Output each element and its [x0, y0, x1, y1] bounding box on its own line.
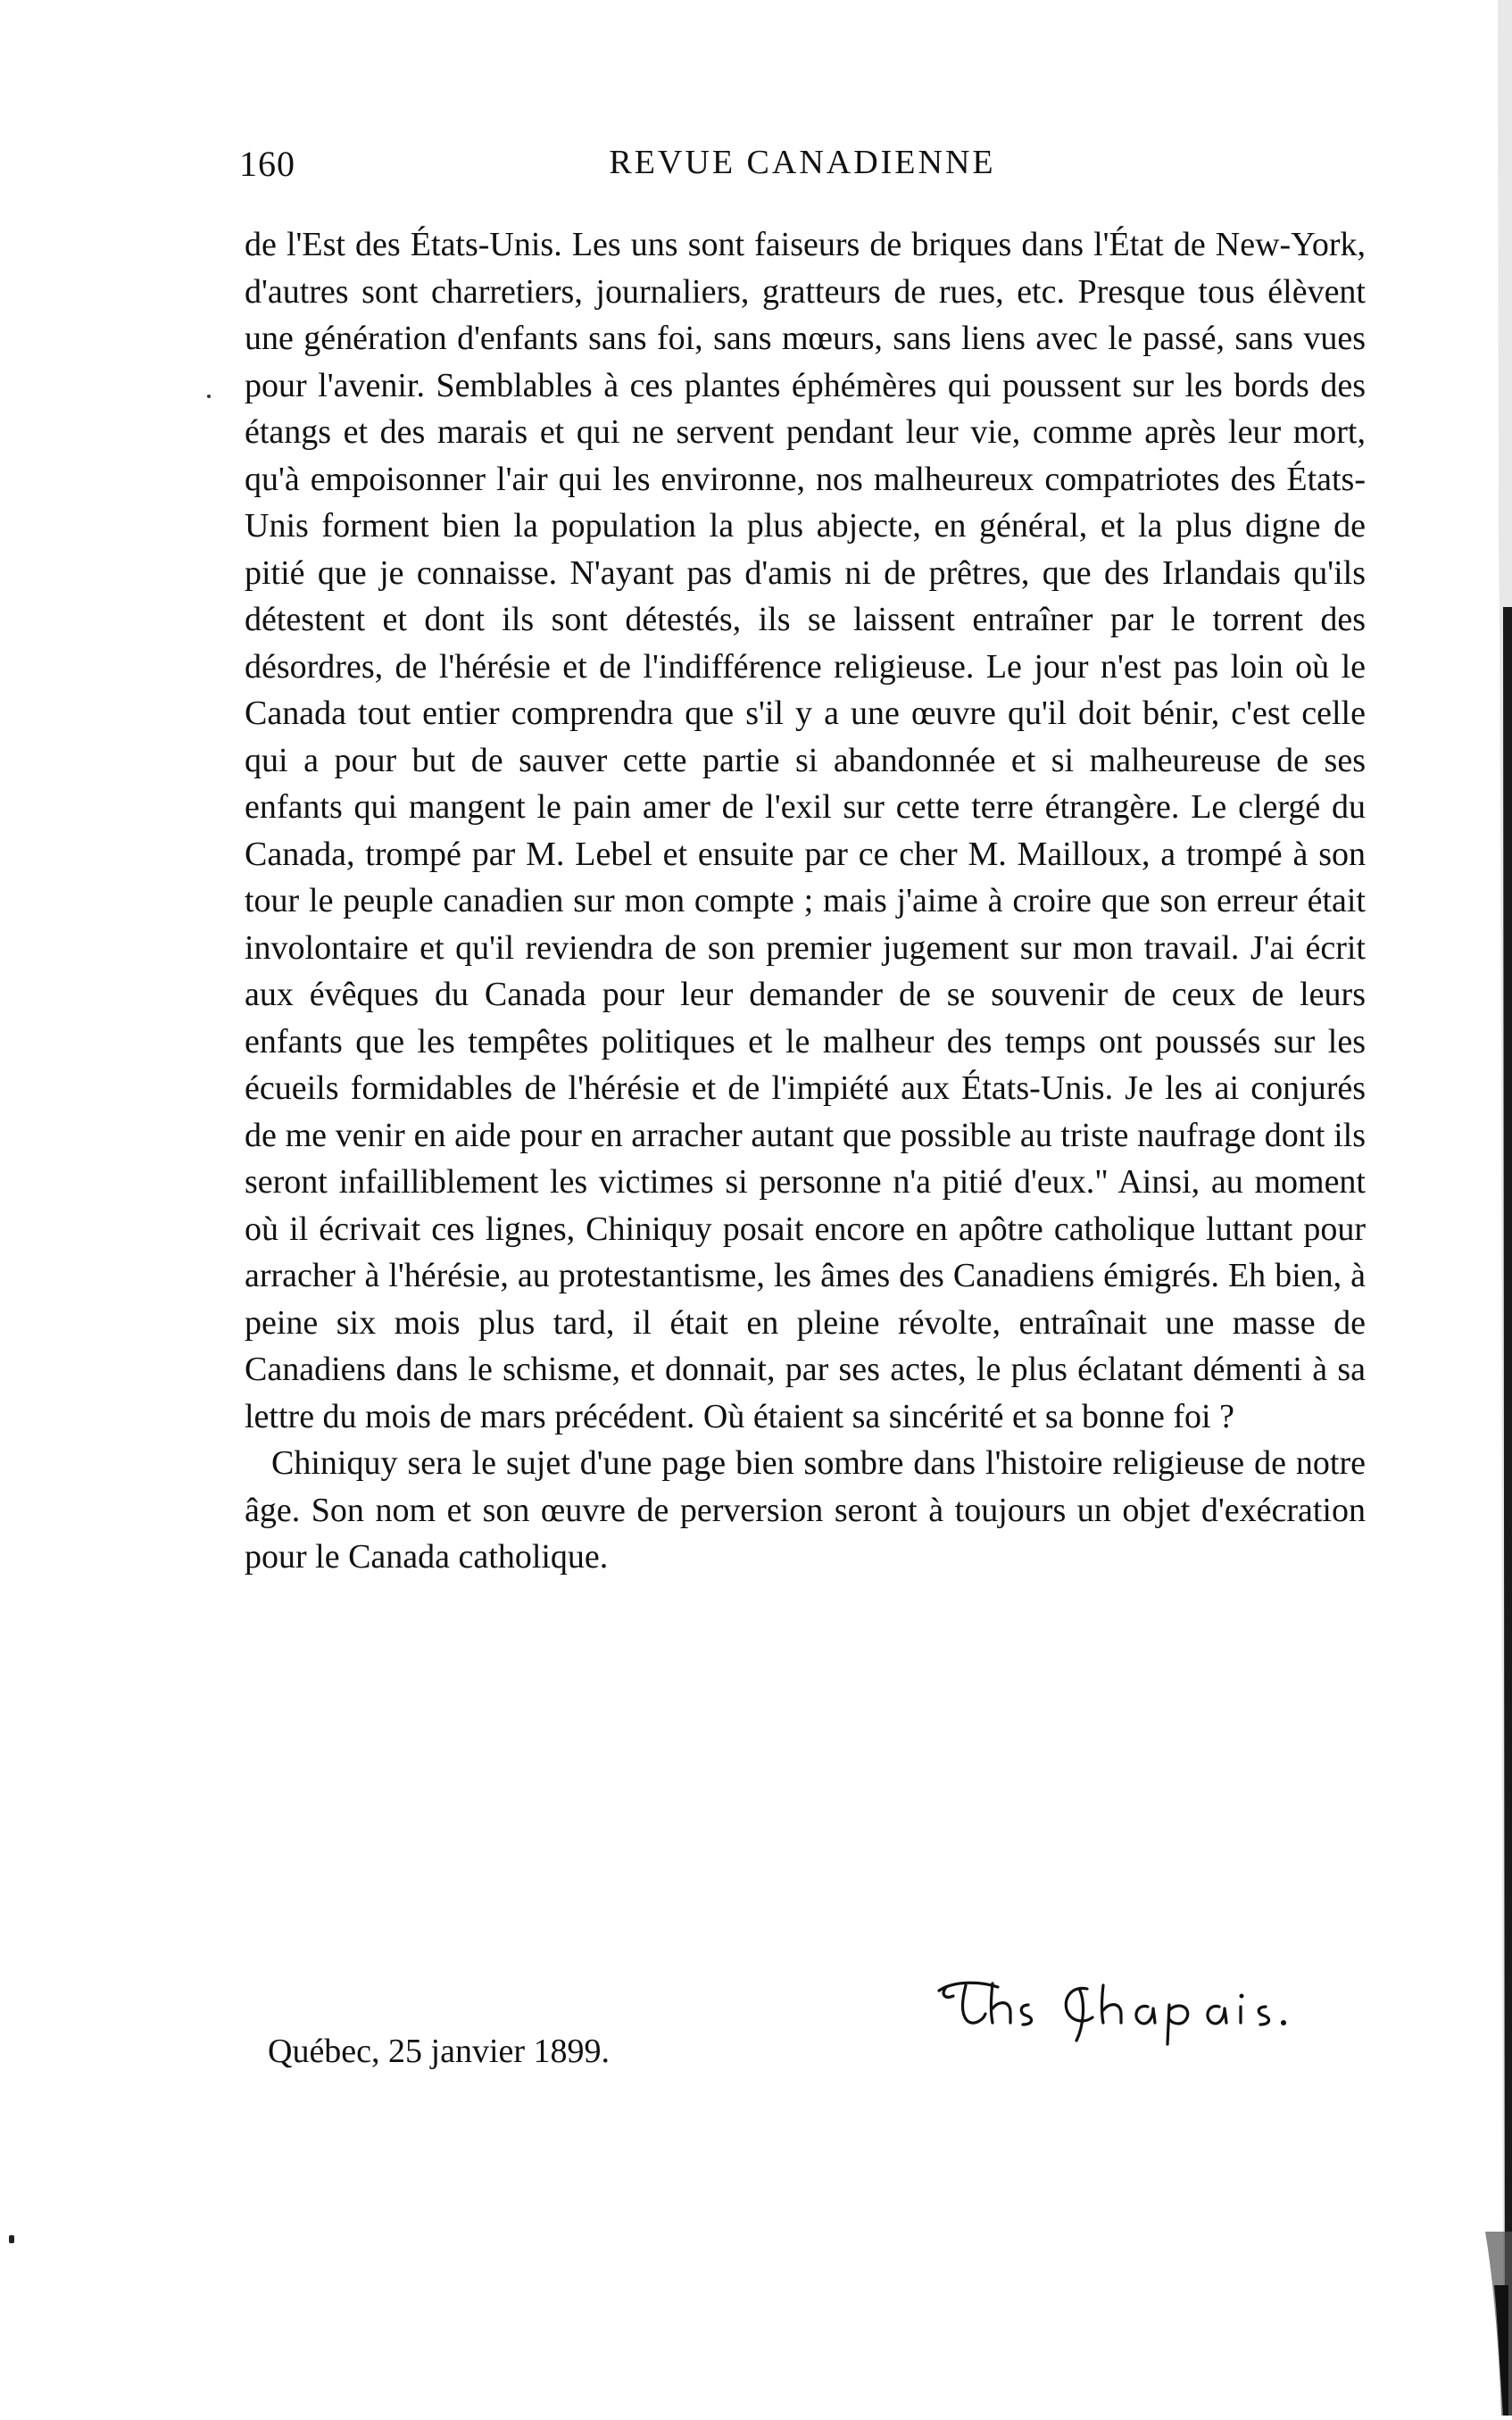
page-number: 160: [239, 144, 295, 184]
scan-edge-shadow: [1458, 0, 1512, 2416]
body-text: [245, 221, 1366, 1581]
scan-speck: [207, 395, 211, 398]
running-title: REVUE CANADIENNE: [609, 144, 996, 181]
paragraph: de l'Est des États-Unis. Les uns sont faiseurs de briques dans l'État de New-York, d'autres sont charretiers, journaliers, gratteurs de rues, etc. Presque tous élèvent une génération d'enfants sans foi, sans mœurs, sans liens avec le passé, sans vues pour l'avenir. Semblables à ces plantes éphémères qui poussent sur les bords des étangs et des marais et qui ne servent pendant leur vie, comme après leur mort, qu'à empoisonner l'air qui les environne, nos malheureux compatriotes des États-Unis forment bien la population la plus abjecte, en général, et la plus digne de pitié que je connaisse. N'ayant pas d'amis ni de prêtres, que des Irlandais qu'ils détestent et dont ils sont détestés, ils se laissent entraîner par le torrent des désordres, de l'hérésie et de l'indifférence religieuse. Le jour n'est pas loin où le Canada tout entier comprendra que s'il y a une œuvre qu'il doit bénir, c'est celle qui a pour but de sauver cette partie si abandonnée et si malheureuse de ses enfants qui mangent le pain amer de l'exil sur cette terre étrangère. Le clergé du Canada, trompé par M. Lebel et ensuite par ce cher M. Mailloux, a trompé à son tour le peuple canadien sur mon compte ; mais j'aime à croire que son erreur était involontaire et qu'il reviendra de son premier jugement sur mon travail. J'ai écrit aux évêques du Canada pour leur demander de se souvenir de ceux de leurs enfants que les tempêtes politiques et le malheur des temps ont poussés sur les écueils formidables de l'hérésie et de l'impiété aux États-Unis. Je les ai conjurés de me venir en aide pour en arracher autant que possible au triste naufrage dont ils seront infailliblement les victimes si personne n'a pitié d'eux." Ainsi, au moment où il écrivait ces lignes, Chiniquy posait encore en apôtre catholique luttant pour arracher à l'hérésie, au protestantisme, les âmes des Canadiens émigrés. Eh bien, à peine six mois plus tard, il était en pleine révolte, entraînait une masse de Canadiens dans le schisme, et donnait, par ses actes, le plus éclatant démenti à sa lettre du mois de mars précédent. Où étaient sa sincérité et sa bonne foi ?: [245, 226, 1366, 1435]
page-header: [239, 143, 1366, 196]
handwritten-signature: [928, 1964, 1303, 2053]
dateline: Québec, 25 janvier 1899.: [268, 2033, 611, 2070]
paragraph: Chiniquy sera le sujet d'une page bien sombre dans l'histoire religieuse de notre âge. Son nom et son œuvre de perversion seront à toujours un objet d'exécration pour le Canada catholique.: [245, 1444, 1366, 1576]
scan-speck: [9, 2235, 14, 2243]
